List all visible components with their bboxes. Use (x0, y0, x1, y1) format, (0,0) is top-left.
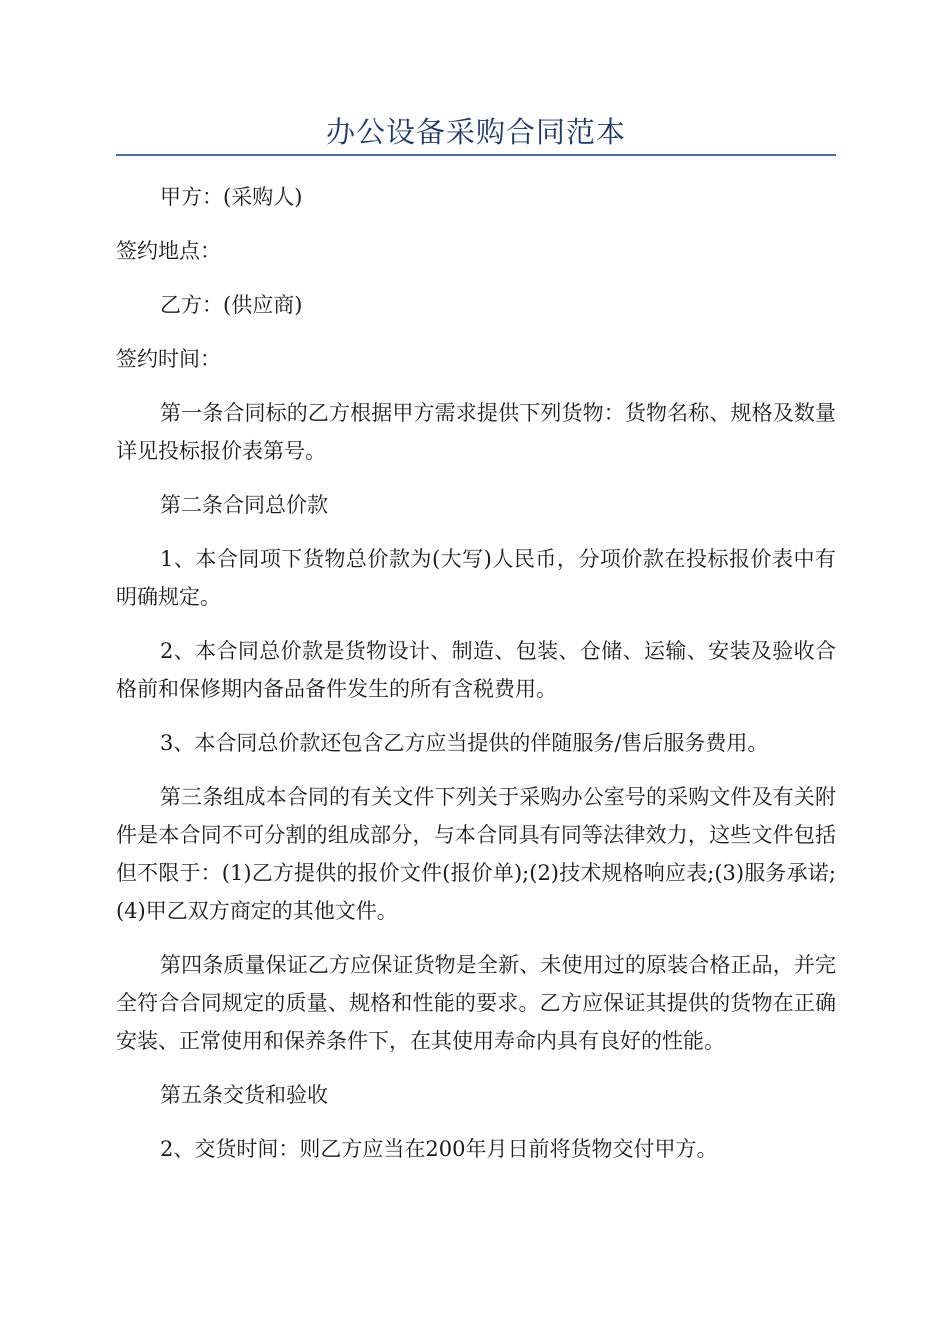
party-a-line: 甲方：(采购人) (160, 185, 303, 209)
document-title: 办公设备采购合同范本 (325, 115, 626, 149)
article-2-item-1: 1、本合同项下货物总价款为(大写)人民币，分项价款在投标报价表中有明确规定。 (116, 547, 836, 609)
article-2-item-2: 2、本合同总价款是货物设计、制造、包装、仓储、运输、安装及验收合格前和保修期内备品备件发生的所有含税费用。 (116, 639, 836, 701)
article-5-item-2: 2、交货时间：则乙方应当在200年月日前将货物交付甲方。 (160, 1137, 718, 1161)
article-5-heading: 第五条交货和验收 (160, 1083, 328, 1107)
signing-place-line: 签约地点： (116, 239, 221, 263)
signing-time-line: 签约时间： (116, 347, 221, 371)
document-page (116, 110, 836, 1184)
article-1-paragraph: 第一条合同标的乙方根据甲方需求提供下列货物：货物名称、规格及数量详见投标报价表第号。 (116, 401, 836, 463)
party-b-line: 乙方：(供应商) (160, 293, 303, 317)
article-2-item-3: 3、本合同总价款还包含乙方应当提供的伴随服务/售后服务费用。 (160, 731, 769, 755)
article-2-heading: 第二条合同总价款 (160, 493, 328, 517)
article-3-paragraph: 第三条组成本合同的有关文件下列关于采购办公室号的采购文件及有关附件是本合同不可分割的组成部分，与本合同具有同等法律效力，这些文件包括但不限于：(1)乙方提供的报价文件(报价单);(2)技术规格响应表;(3)服务承诺;(4)甲乙双方商定的其他文件。 (116, 785, 836, 923)
article-4-paragraph: 第四条质量保证乙方应保证货物是全新、未使用过的原装合格正品，并完全符合合同规定的质量、规格和性能的要求。乙方应保证其提供的货物在正确安装、正常使用和保养条件下，在其使用寿命内具有良好的性能。 (116, 953, 836, 1053)
title-underline (116, 154, 836, 156)
